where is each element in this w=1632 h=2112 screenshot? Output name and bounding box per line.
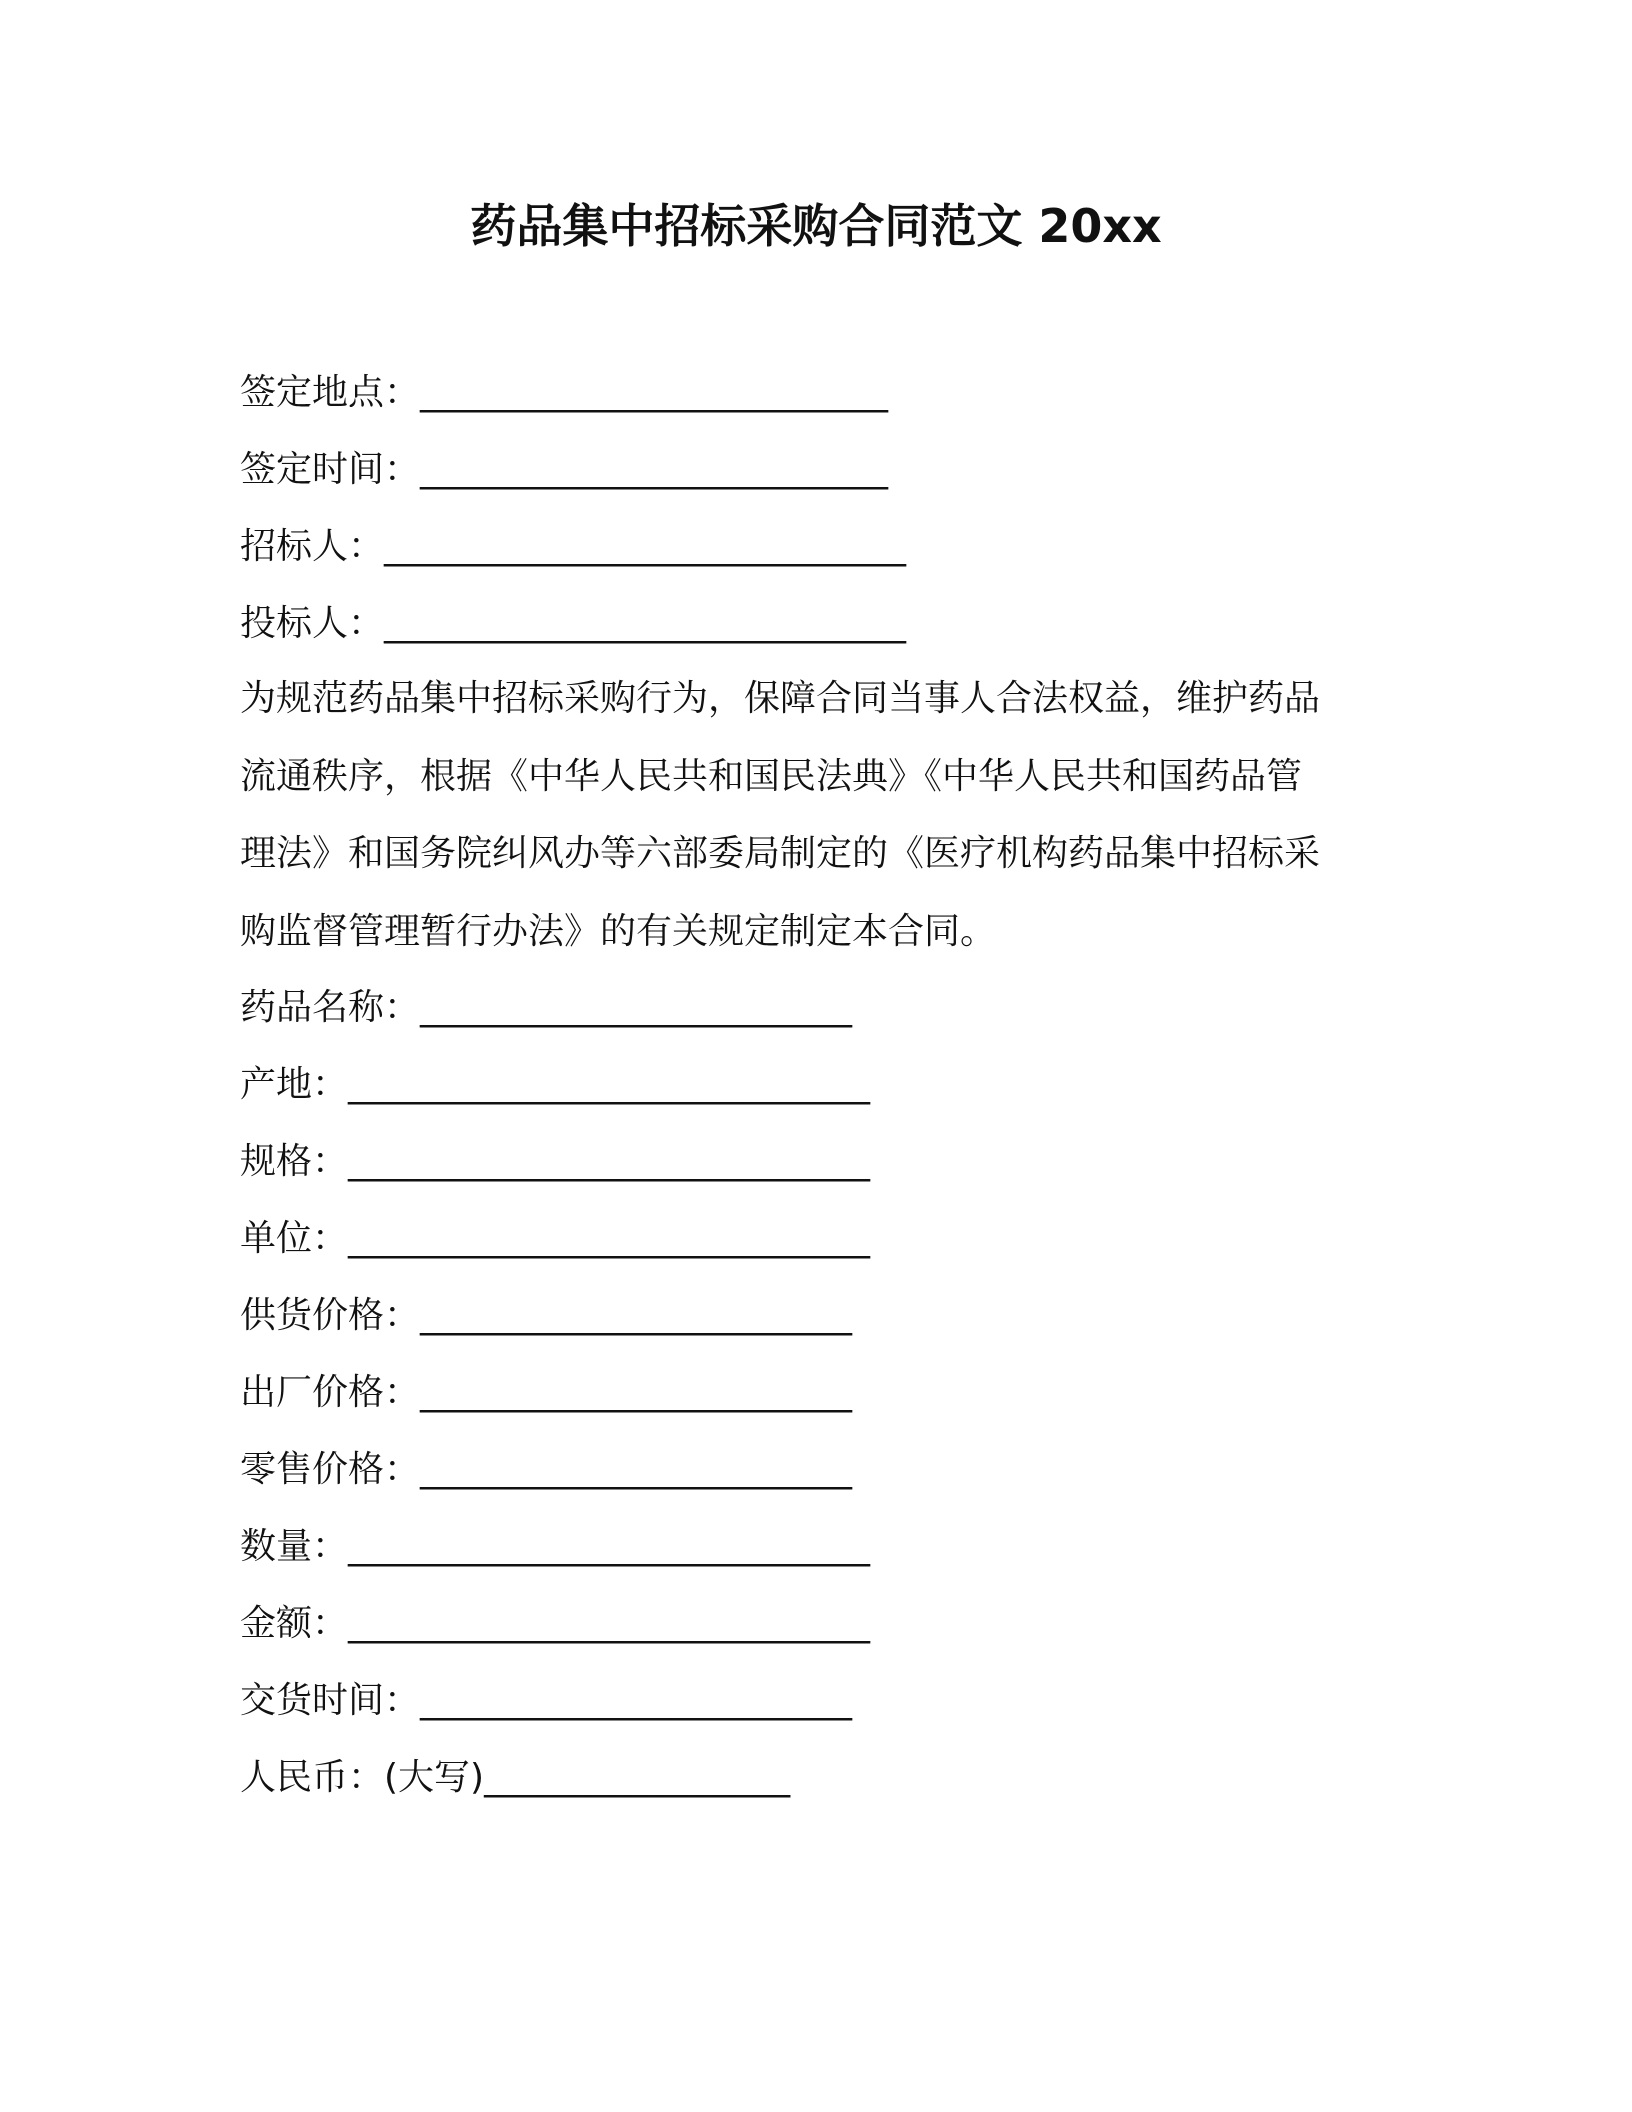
field-delivery-time: 交货时间：________________________ bbox=[240, 1680, 853, 1721]
intro-paragraph bbox=[240, 660, 1365, 970]
field-signing-place: 签定地点：__________________________ bbox=[240, 372, 889, 413]
field-signing-time: 签定时间：__________________________ bbox=[240, 449, 889, 490]
field-quantity: 数量：_____________________________ bbox=[240, 1526, 871, 1567]
field-tenderer: 招标人：_____________________________ bbox=[240, 526, 907, 567]
field-specification: 规格：_____________________________ bbox=[240, 1141, 871, 1182]
field-bidder: 投标人：_____________________________ bbox=[240, 603, 907, 644]
field-drug-name: 药品名称：________________________ bbox=[240, 987, 853, 1028]
field-origin: 产地：_____________________________ bbox=[240, 1064, 871, 1105]
field-rmb-amount: 人民币：(大写)_________________ bbox=[240, 1757, 791, 1798]
intro-line: 购监督管理暂行办法》的有关规定制定本合同。 bbox=[240, 910, 997, 952]
field-unit: 单位：_____________________________ bbox=[240, 1218, 871, 1259]
field-factory-price: 出厂价格：________________________ bbox=[240, 1372, 853, 1413]
field-amount: 金额：_____________________________ bbox=[240, 1603, 871, 1644]
field-supply-price: 供货价格：________________________ bbox=[240, 1295, 853, 1336]
intro-line: 为规范药品集中招标采购行为，保障合同当事人合法权益，维护药品 bbox=[240, 678, 1321, 719]
intro-line: 理法》和国务院纠风办等六部委局制定的《医疗机构药品集中招标采 bbox=[240, 833, 1321, 874]
field-retail-price: 零售价格：________________________ bbox=[240, 1449, 853, 1490]
document-title: 药品集中招标采购合同范文 20xx bbox=[470, 199, 1162, 253]
intro-line: 流通秩序，根据《中华人民共和国民法典》《中华人民共和国药品管 bbox=[240, 755, 1303, 797]
